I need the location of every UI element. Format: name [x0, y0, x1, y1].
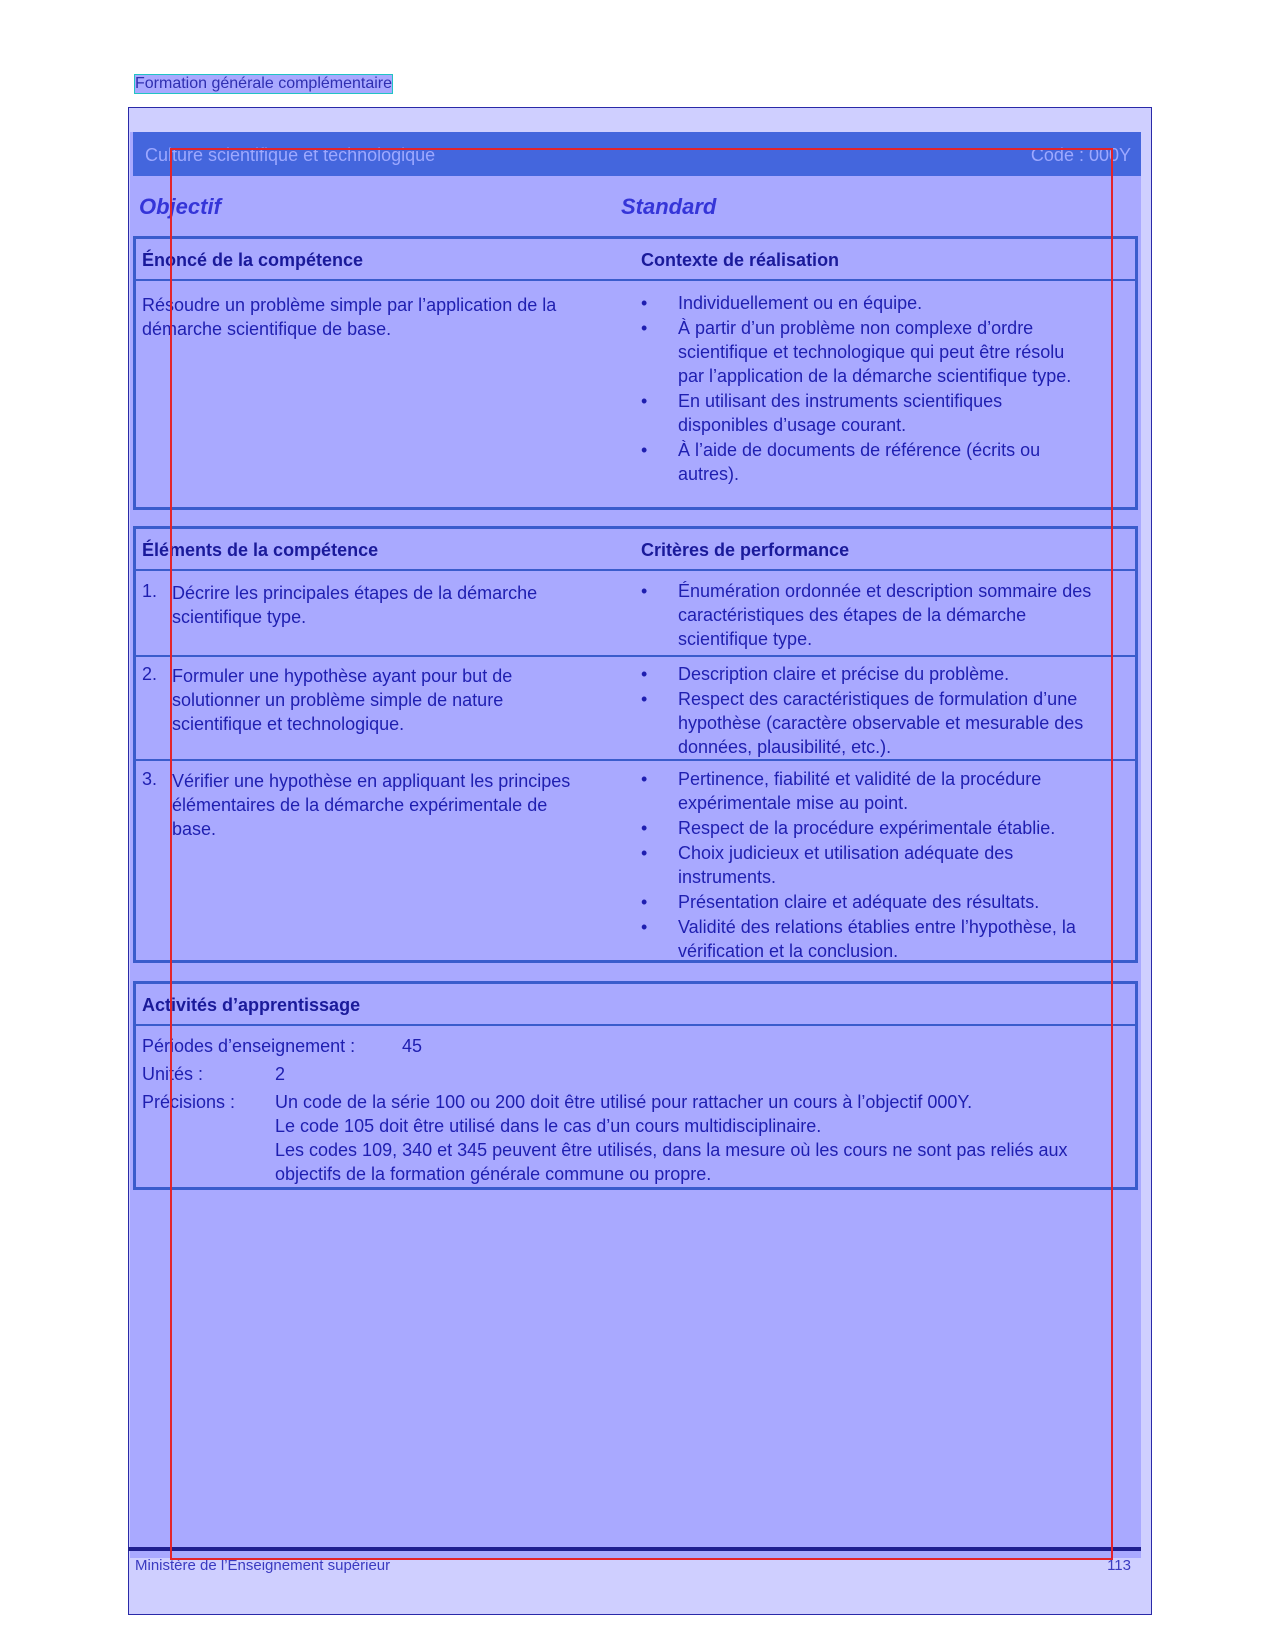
course-title: Culture scientifique et technologique	[145, 145, 436, 165]
element-text: Décrire les principales étapes de la démarche scientifique type.	[172, 583, 538, 627]
elements-box	[133, 526, 1138, 963]
periods-label: Périodes d’enseignement :	[142, 1036, 356, 1056]
element-number: 2.	[142, 664, 158, 684]
context-list	[641, 291, 1081, 487]
criteria-list	[641, 579, 1101, 652]
list-item: • Énumération ordonnée et description sommaire des caractéristiques des étapes de la démarche scientifique type.	[641, 579, 1101, 651]
elements-header	[136, 529, 1135, 571]
activities-heading: Activités d’apprentissage	[142, 995, 361, 1015]
activities-box	[133, 981, 1138, 1190]
list-item: • À l’aide de documents de référence (écrits ou autres).	[641, 438, 1081, 486]
competence-statement: Résoudre un problème simple par l’application de la démarche scientifique de base.	[142, 295, 557, 339]
periods-value: 45	[402, 1036, 423, 1056]
precision-line: Les codes 109, 340 et 345 peuvent être utilisés, dans la mesure où les cours ne sont pas reliés aux objectifs de la formation générale commune ou propre.	[275, 1140, 1068, 1184]
running-head: Formation générale complémentaire	[135, 75, 393, 92]
list-item: • Individuellement ou en équipe.	[641, 291, 1081, 315]
row-divider	[136, 655, 1135, 657]
footer-publisher: Ministère de l’Enseignement supérieur	[135, 1557, 391, 1574]
elements-heading: Éléments de la compétence	[142, 540, 379, 560]
precision-line: Le code 105 doit être utilisé dans le cas d’un cours multidisciplinaire.	[275, 1116, 822, 1136]
criteria-list	[641, 662, 1101, 760]
footer-rule	[128, 1547, 1141, 1551]
criteria-heading: Critères de performance	[641, 540, 850, 560]
element-text: Formuler une hypothèse ayant pour but de solutionner un problème simple de nature scientifique et technologique.	[172, 666, 513, 734]
activities-header	[136, 984, 1135, 1026]
element-number: 3.	[142, 769, 158, 789]
list-item: • À partir d’un problème non complexe d’ordre scientifique et technologique qui peut être résolu par l’application de la démarche scientifique type.	[641, 316, 1081, 388]
units-value: 2	[275, 1064, 286, 1084]
page-number: 113	[1107, 1557, 1131, 1574]
objective-heading: Objectif	[139, 194, 221, 219]
element-number: 1.	[142, 581, 158, 601]
standard-heading: Standard	[621, 194, 717, 219]
list-item: • Respect de la procédure expérimentale établie.	[641, 816, 1101, 840]
list-item: • Respect des caractéristiques de formulation d’une hypothèse (caractère observable et mesurable des données, plausibilité, etc.).	[641, 687, 1101, 759]
competence-header	[136, 239, 1135, 281]
competence-statement-heading: Énoncé de la compétence	[142, 250, 364, 270]
context-heading: Contexte de réalisation	[641, 250, 840, 270]
precisions-label: Précisions :	[142, 1092, 236, 1112]
list-item: • Validité des relations établies entre l’hypothèse, la vérification et la conclusion.	[641, 915, 1101, 963]
criteria-list	[641, 767, 1101, 964]
element-text: Vérifier une hypothèse en appliquant les principes élémentaires de la démarche expérimentale de base.	[172, 771, 571, 839]
list-item: • En utilisant des instruments scientifiques disponibles d’usage courant.	[641, 389, 1081, 437]
row-divider	[136, 759, 1135, 761]
list-item: • Pertinence, fiabilité et validité de la procédure expérimentale mise au point.	[641, 767, 1101, 815]
list-item: • Choix judicieux et utilisation adéquate des instruments.	[641, 841, 1101, 889]
list-item: • Présentation claire et adéquate des résultats.	[641, 890, 1101, 914]
course-code: Code : 000Y	[1030, 145, 1131, 165]
competence-box	[133, 236, 1138, 510]
list-item: • Description claire et précise du problème.	[641, 662, 1101, 686]
title-bar	[133, 132, 1141, 176]
precision-line: Un code de la série 100 ou 200 doit être utilisé pour rattacher un cours à l’objectif 000Y.	[275, 1092, 973, 1112]
units-label: Unités :	[142, 1064, 204, 1084]
